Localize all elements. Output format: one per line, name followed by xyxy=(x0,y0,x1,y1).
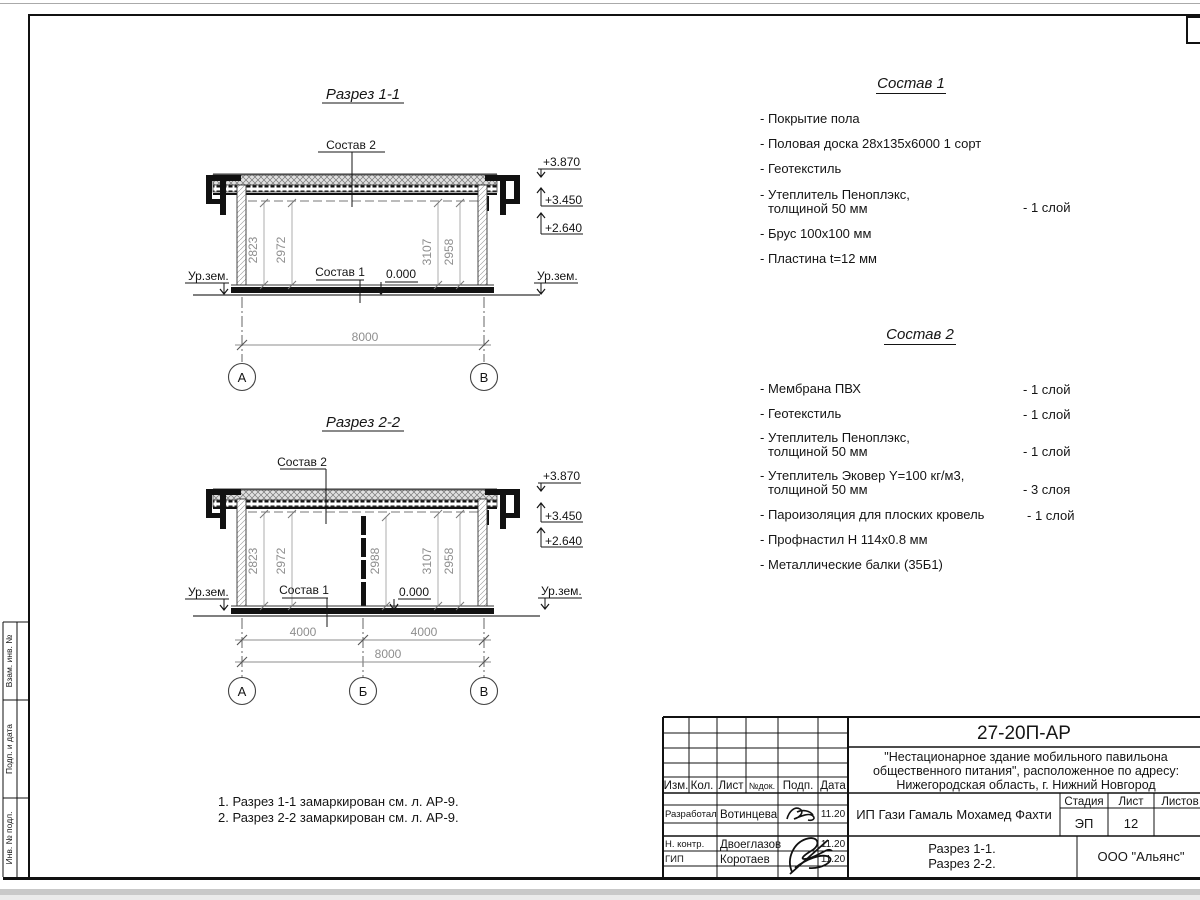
paper-top-edge xyxy=(0,3,1200,4)
title-block xyxy=(655,708,1200,883)
row3-role: ГИП xyxy=(665,854,684,865)
section-2-2-drawing xyxy=(180,400,600,720)
object-line-2: общественного питания", расположенное по адресу: xyxy=(872,764,1180,778)
row2-role: Н. контр. xyxy=(665,839,705,850)
row3-date: 11.20 xyxy=(820,854,846,865)
axis-and-total-dim xyxy=(229,297,498,391)
svg-text:0.000: 0.000 xyxy=(398,585,430,599)
doc-title-line-1: Разрез 1-1. xyxy=(928,841,996,856)
col-ndok: №док. xyxy=(748,781,776,791)
list-item: - Профнастил Н 114х0.8 мм xyxy=(760,532,928,547)
svg-text:+2.640: +2.640 xyxy=(545,534,583,548)
dim-2823: 2823 xyxy=(246,236,260,264)
floor-slab xyxy=(193,285,540,295)
callout-sostav1-2 xyxy=(279,583,329,627)
sheet-frame-top xyxy=(28,14,1200,16)
sheet-corner-box xyxy=(1186,16,1200,44)
stage-label: Стадия xyxy=(1064,796,1104,808)
axis-letter-b-2: Б xyxy=(358,684,368,699)
list-item-qty: - 1 слой xyxy=(1023,407,1071,422)
partition-wall xyxy=(361,516,366,606)
list-item-qty: - 1 слой xyxy=(1027,508,1075,523)
object-line-3: Нижегородская область, г. Нижний Новгород xyxy=(896,778,1156,792)
elevation-marks xyxy=(537,155,583,235)
ground-label-left xyxy=(185,269,229,294)
dim-2972: 2972 xyxy=(274,236,288,264)
col-podp: Подп. xyxy=(782,780,814,792)
sheet-value: 12 xyxy=(1123,816,1139,831)
list-item-qty: - 1 слой xyxy=(1023,444,1071,459)
col-izm: Изм. xyxy=(663,780,689,792)
elevation-marks-2 xyxy=(537,469,583,548)
roof-assembly xyxy=(213,174,497,201)
svg-text:Состав 1: Состав 1 xyxy=(315,265,365,279)
ground-label-right xyxy=(534,269,578,294)
sheet-notes xyxy=(218,794,459,825)
margin-stamp-column xyxy=(0,555,30,900)
stage-value: ЭП xyxy=(1074,816,1094,831)
list-item: - Геотекстиль xyxy=(760,161,842,176)
list-item: - Брус 100х100 мм xyxy=(760,226,872,241)
list-item: - Утеплитель Пеноплэкс, толщиной 50 мм xyxy=(760,187,910,216)
dim-4000-right: 4000 xyxy=(410,625,438,639)
paper-bottom-shadow xyxy=(0,895,1200,900)
row2-date: 11.20 xyxy=(820,839,846,850)
sheet-label: Лист xyxy=(1118,796,1144,808)
list-item-qty: - 3 слоя xyxy=(1023,482,1071,497)
company-name: ООО "Альянс" xyxy=(1097,849,1185,864)
svg-text:Состав 2: Состав 2 xyxy=(326,138,376,152)
svg-text:Ур.зем.: Ур.зем. xyxy=(537,269,578,283)
svg-text:Ур.зем.: Ур.зем. xyxy=(188,585,229,599)
wall-right xyxy=(478,185,487,285)
wall-left xyxy=(237,185,246,285)
axis-letter-v-2: В xyxy=(479,684,489,699)
list-item: - Пароизоляция для плоских кровель xyxy=(760,507,985,522)
svg-text:+3.870: +3.870 xyxy=(543,469,581,483)
col-kol: Кол. xyxy=(690,780,714,792)
list-item-qty: - 1 слой xyxy=(1023,200,1071,215)
margin-label-podp: Подп. и дата xyxy=(4,723,14,775)
dim-2958: 2958 xyxy=(442,238,456,266)
doc-title-line-2: Разрез 2-2. xyxy=(928,856,996,871)
list-item: - Геотекстиль xyxy=(760,406,842,421)
svg-text:Состав 1: Состав 1 xyxy=(279,583,329,597)
margin-label-inv: Инв. № подл. xyxy=(4,811,14,865)
dim-4000-left: 4000 xyxy=(289,625,317,639)
row3-name: Коротаев xyxy=(720,854,770,866)
dim2-2972: 2972 xyxy=(274,547,288,575)
col-list: Лист xyxy=(718,780,744,792)
client-name: ИП Гази Гамаль Мохамед Фахти xyxy=(856,807,1052,822)
axis-letter-v: В xyxy=(479,370,489,385)
list-item: - Покрытие пола xyxy=(760,111,860,126)
dim2-2988: 2988 xyxy=(368,547,382,575)
note-line-1: 1. Разрез 1-1 замаркирован см. л. АР-9. xyxy=(218,794,459,809)
list-item: - Утеплитель Пеноплэкс, толщиной 50 мм xyxy=(760,430,910,459)
list-item: - Металлические балки (35Б1) xyxy=(760,557,943,572)
wall-left-2 xyxy=(237,499,246,606)
svg-text:+3.450: +3.450 xyxy=(545,509,583,523)
list-item: - Половая доска 28х135х6000 1 сорт xyxy=(760,136,982,151)
svg-text:+3.870: +3.870 xyxy=(543,155,581,169)
wall-right-2 xyxy=(478,499,487,606)
list-item: - Пластина t=12 мм xyxy=(760,251,877,266)
row1-date: 11.20 xyxy=(820,809,846,820)
dim-3107: 3107 xyxy=(420,238,434,266)
svg-text:+3.450: +3.450 xyxy=(545,193,583,207)
sostav2-heading: Состав 2 xyxy=(884,326,956,345)
callout-sostav1 xyxy=(315,265,365,303)
axis-and-total-dim-2 xyxy=(229,618,498,705)
sostav1-heading: Состав 1 xyxy=(877,75,945,92)
section1-title: Разрез 1-1 xyxy=(325,86,401,103)
note-line-2: 2. Разрез 2-2 замаркирован см. л. АР-9. xyxy=(218,809,459,825)
ground-label-left-2 xyxy=(185,585,229,610)
svg-text:Ур.зем.: Ур.зем. xyxy=(188,269,229,283)
row2-name: Двоеглазов xyxy=(720,839,782,851)
dim2-2823: 2823 xyxy=(246,547,260,575)
dim-total-8000: 8000 xyxy=(351,330,379,344)
list-item: - Мембрана ПВХ xyxy=(760,381,861,396)
margin-label-vzam: Взам. инв. № xyxy=(4,634,14,688)
sheets-label: Листов xyxy=(1161,796,1199,808)
row1-name: Вотинцева xyxy=(720,809,778,821)
svg-text:+2.640: +2.640 xyxy=(545,221,583,235)
roof-assembly-2 xyxy=(213,489,497,512)
object-line-1: "Нестационарное здание мобильного павильона xyxy=(884,750,1168,764)
dim2-3107: 3107 xyxy=(420,547,434,575)
ground-label-right-2 xyxy=(538,584,582,609)
dim-total-8000-2: 8000 xyxy=(374,647,402,661)
list-item: - Утеплитель Эковер Y=100 кг/м3, толщиной 50 мм xyxy=(760,468,965,497)
dim2-2958: 2958 xyxy=(442,547,456,575)
svg-text:Состав 2: Состав 2 xyxy=(277,455,327,469)
axis-letter-a: А xyxy=(237,370,247,385)
list-item-qty: - 1 слой xyxy=(1023,382,1071,397)
svg-text:Ур.зем.: Ур.зем. xyxy=(541,584,582,598)
callout-sostav2 xyxy=(318,138,385,207)
row1-role: Разработал xyxy=(665,809,717,820)
signature-votintseva xyxy=(787,808,814,820)
svg-text:0.000: 0.000 xyxy=(385,267,417,281)
floor-slab-2 xyxy=(193,606,540,616)
doc-code: 27-20П-АР xyxy=(977,723,1071,744)
section-1-1-drawing xyxy=(180,80,600,400)
axis-letter-a-2: А xyxy=(237,684,247,699)
section2-title: Разрез 2-2 xyxy=(325,414,401,431)
col-data: Дата xyxy=(820,780,846,792)
